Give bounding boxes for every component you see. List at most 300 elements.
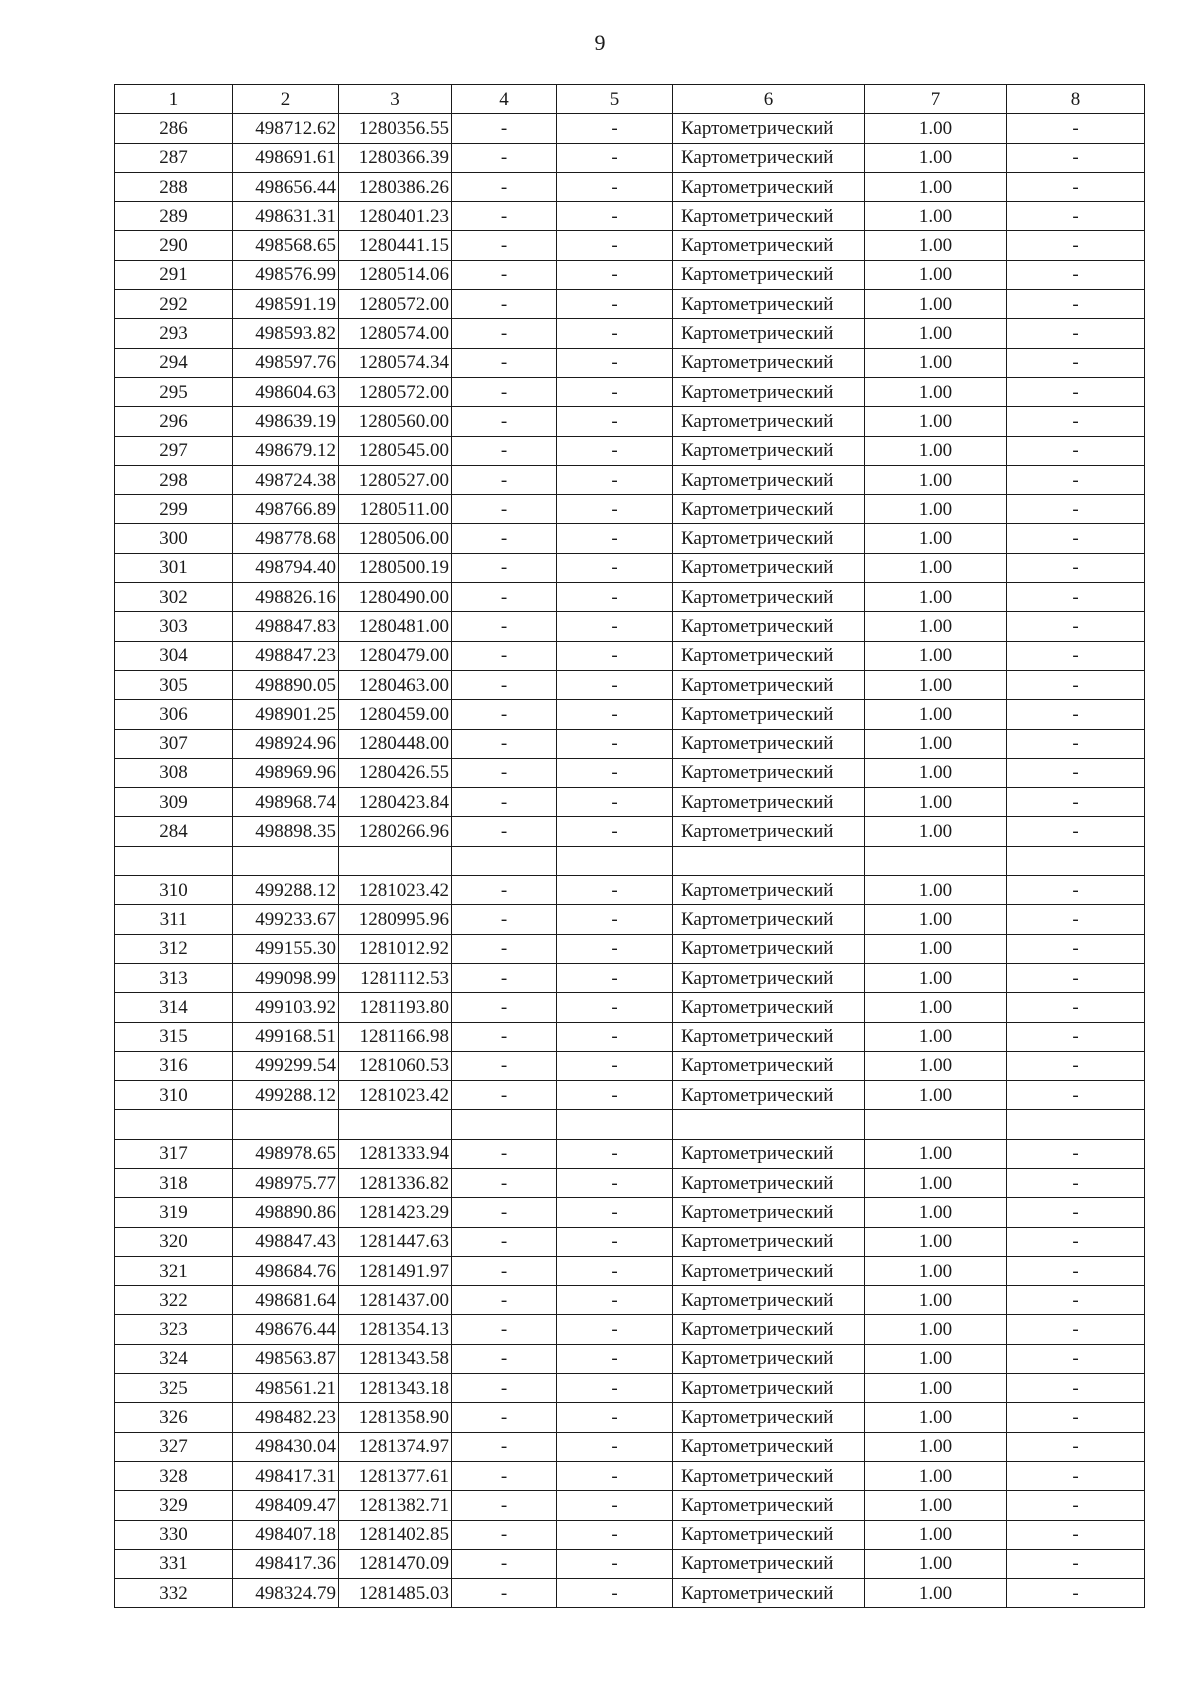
cell-accuracy: 1.00 xyxy=(865,290,1007,319)
cell-coord-x: 498563.87 xyxy=(233,1344,339,1373)
cell-col-5: - xyxy=(557,1520,673,1549)
cell-coord-y: 1281012.92 xyxy=(339,934,452,963)
cell-coord-x: 499299.54 xyxy=(233,1051,339,1080)
cell-col-5: - xyxy=(557,1168,673,1197)
cell-coord-x: 499098.99 xyxy=(233,963,339,992)
cell-accuracy: 1.00 xyxy=(865,993,1007,1022)
cell-col-8: - xyxy=(1007,612,1145,641)
header-row xyxy=(115,85,1145,114)
cell-coord-y: 1281343.58 xyxy=(339,1344,452,1373)
table-row xyxy=(115,993,1145,1022)
cell-col-8: - xyxy=(1007,1022,1145,1051)
cell-col-8: - xyxy=(1007,495,1145,524)
cell-col-4: - xyxy=(452,934,557,963)
cell-col-5: - xyxy=(557,963,673,992)
cell-coord-x xyxy=(233,1110,339,1139)
cell-accuracy: 1.00 xyxy=(865,1461,1007,1490)
cell-point-number: 296 xyxy=(115,407,233,436)
cell-col-5: - xyxy=(557,876,673,905)
cell-accuracy xyxy=(865,846,1007,875)
table-row xyxy=(115,1286,1145,1315)
cell-accuracy: 1.00 xyxy=(865,641,1007,670)
table-row xyxy=(115,231,1145,260)
cell-col-4: - xyxy=(452,495,557,524)
cell-accuracy xyxy=(865,1110,1007,1139)
cell-method: Картометрический xyxy=(673,524,865,553)
cell-col-4 xyxy=(452,846,557,875)
cell-col-5: - xyxy=(557,700,673,729)
cell-col-5: - xyxy=(557,407,673,436)
table-row xyxy=(115,1139,1145,1168)
cell-col-5: - xyxy=(557,348,673,377)
cell-col-8: - xyxy=(1007,1315,1145,1344)
cell-accuracy: 1.00 xyxy=(865,1022,1007,1051)
cell-col-4: - xyxy=(452,817,557,846)
cell-col-5: - xyxy=(557,143,673,172)
cell-col-4: - xyxy=(452,641,557,670)
cell-col-5: - xyxy=(557,934,673,963)
table-row xyxy=(115,846,1145,875)
cell-col-8: - xyxy=(1007,993,1145,1022)
cell-col-4: - xyxy=(452,1081,557,1110)
table-row xyxy=(115,1110,1145,1139)
cell-accuracy: 1.00 xyxy=(865,1286,1007,1315)
table-row xyxy=(115,1549,1145,1578)
cell-col-8: - xyxy=(1007,758,1145,787)
cell-point-number: 298 xyxy=(115,465,233,494)
cell-col-4: - xyxy=(452,319,557,348)
cell-col-8: - xyxy=(1007,114,1145,143)
cell-col-4: - xyxy=(452,700,557,729)
cell-col-4: - xyxy=(452,114,557,143)
table-row xyxy=(115,290,1145,319)
cell-col-5: - xyxy=(557,670,673,699)
cell-col-8: - xyxy=(1007,1549,1145,1578)
cell-col-8: - xyxy=(1007,788,1145,817)
cell-method: Картометрический xyxy=(673,377,865,406)
table-row xyxy=(115,1520,1145,1549)
cell-coord-x: 498890.86 xyxy=(233,1198,339,1227)
cell-method xyxy=(673,1110,865,1139)
cell-coord-x: 498969.96 xyxy=(233,758,339,787)
cell-method: Картометрический xyxy=(673,1491,865,1520)
cell-col-8: - xyxy=(1007,1403,1145,1432)
cell-accuracy: 1.00 xyxy=(865,876,1007,905)
table-row xyxy=(115,553,1145,582)
cell-col-4: - xyxy=(452,231,557,260)
cell-coord-y: 1281374.97 xyxy=(339,1432,452,1461)
cell-point-number: 304 xyxy=(115,641,233,670)
cell-accuracy: 1.00 xyxy=(865,407,1007,436)
cell-coord-x: 498409.47 xyxy=(233,1491,339,1520)
cell-col-4: - xyxy=(452,407,557,436)
cell-col-8: - xyxy=(1007,876,1145,905)
cell-point-number: 313 xyxy=(115,963,233,992)
table-row xyxy=(115,348,1145,377)
cell-col-8: - xyxy=(1007,1374,1145,1403)
cell-method xyxy=(673,846,865,875)
cell-col-5: - xyxy=(557,1403,673,1432)
cell-coord-y: 1280995.96 xyxy=(339,905,452,934)
cell-coord-y: 1281423.29 xyxy=(339,1198,452,1227)
table-row xyxy=(115,319,1145,348)
cell-coord-x: 498656.44 xyxy=(233,172,339,201)
table-row xyxy=(115,963,1145,992)
cell-coord-y: 1281333.94 xyxy=(339,1139,452,1168)
cell-coord-x: 498924.96 xyxy=(233,729,339,758)
cell-method: Картометрический xyxy=(673,963,865,992)
table-row xyxy=(115,876,1145,905)
cell-coord-x: 498597.76 xyxy=(233,348,339,377)
cell-method: Картометрический xyxy=(673,260,865,289)
cell-accuracy: 1.00 xyxy=(865,377,1007,406)
cell-col-4: - xyxy=(452,758,557,787)
cell-col-4: - xyxy=(452,1344,557,1373)
cell-accuracy: 1.00 xyxy=(865,1198,1007,1227)
cell-col-8: - xyxy=(1007,1491,1145,1520)
cell-coord-x: 498778.68 xyxy=(233,524,339,553)
cell-col-5: - xyxy=(557,1198,673,1227)
cell-method: Картометрический xyxy=(673,1403,865,1432)
cell-coord-x: 498561.21 xyxy=(233,1374,339,1403)
cell-col-5: - xyxy=(557,1549,673,1578)
cell-col-5: - xyxy=(557,1374,673,1403)
cell-col-5: - xyxy=(557,612,673,641)
cell-col-5: - xyxy=(557,758,673,787)
cell-point-number: 330 xyxy=(115,1520,233,1549)
cell-point-number: 331 xyxy=(115,1549,233,1578)
header-cell-1: 1 xyxy=(115,85,233,114)
cell-method: Картометрический xyxy=(673,1022,865,1051)
table-row xyxy=(115,1022,1145,1051)
cell-accuracy: 1.00 xyxy=(865,905,1007,934)
cell-col-8: - xyxy=(1007,905,1145,934)
cell-col-8: - xyxy=(1007,1081,1145,1110)
cell-method: Картометрический xyxy=(673,1286,865,1315)
table-row xyxy=(115,407,1145,436)
cell-point-number: 321 xyxy=(115,1256,233,1285)
cell-accuracy: 1.00 xyxy=(865,1051,1007,1080)
table-row xyxy=(115,905,1145,934)
header-cell-3: 3 xyxy=(339,85,452,114)
cell-coord-x: 498975.77 xyxy=(233,1168,339,1197)
cell-col-8: - xyxy=(1007,1168,1145,1197)
table-row xyxy=(115,700,1145,729)
cell-coord-x: 498794.40 xyxy=(233,553,339,582)
cell-col-4: - xyxy=(452,202,557,231)
cell-accuracy: 1.00 xyxy=(865,143,1007,172)
cell-coord-y: 1280479.00 xyxy=(339,641,452,670)
cell-point-number: 310 xyxy=(115,876,233,905)
cell-point-number: 311 xyxy=(115,905,233,934)
cell-coord-y: 1280423.84 xyxy=(339,788,452,817)
cell-coord-y: 1281166.98 xyxy=(339,1022,452,1051)
cell-col-8: - xyxy=(1007,172,1145,201)
cell-col-5: - xyxy=(557,114,673,143)
cell-coord-y: 1280545.00 xyxy=(339,436,452,465)
cell-col-5: - xyxy=(557,1139,673,1168)
cell-col-5: - xyxy=(557,172,673,201)
cell-method: Картометрический xyxy=(673,641,865,670)
cell-coord-x: 498417.36 xyxy=(233,1549,339,1578)
cell-coord-x: 498847.23 xyxy=(233,641,339,670)
cell-method: Картометрический xyxy=(673,670,865,699)
cell-col-4: - xyxy=(452,670,557,699)
cell-coord-x: 498691.61 xyxy=(233,143,339,172)
cell-coord-y: 1281485.03 xyxy=(339,1579,452,1608)
cell-accuracy: 1.00 xyxy=(865,114,1007,143)
cell-coord-y: 1280448.00 xyxy=(339,729,452,758)
cell-col-5: - xyxy=(557,260,673,289)
cell-col-8: - xyxy=(1007,143,1145,172)
table-row xyxy=(115,641,1145,670)
cell-accuracy: 1.00 xyxy=(865,1256,1007,1285)
cell-col-4: - xyxy=(452,143,557,172)
cell-col-4: - xyxy=(452,1374,557,1403)
cell-col-4: - xyxy=(452,1051,557,1080)
cell-accuracy: 1.00 xyxy=(865,788,1007,817)
cell-method: Картометрический xyxy=(673,1139,865,1168)
cell-coord-y: 1280506.00 xyxy=(339,524,452,553)
cell-point-number: 317 xyxy=(115,1139,233,1168)
cell-coord-y: 1280574.34 xyxy=(339,348,452,377)
cell-coord-x: 498766.89 xyxy=(233,495,339,524)
cell-coord-y: 1281023.42 xyxy=(339,876,452,905)
cell-method: Картометрический xyxy=(673,1344,865,1373)
cell-col-8: - xyxy=(1007,290,1145,319)
table-row xyxy=(115,817,1145,846)
cell-accuracy: 1.00 xyxy=(865,231,1007,260)
cell-method: Картометрический xyxy=(673,583,865,612)
cell-col-5: - xyxy=(557,1227,673,1256)
cell-col-5: - xyxy=(557,788,673,817)
cell-point-number: 327 xyxy=(115,1432,233,1461)
cell-col-4: - xyxy=(452,1227,557,1256)
cell-coord-x: 498968.74 xyxy=(233,788,339,817)
cell-col-4: - xyxy=(452,905,557,934)
table-row xyxy=(115,670,1145,699)
cell-method: Картометрический xyxy=(673,934,865,963)
cell-method: Картометрический xyxy=(673,202,865,231)
cell-accuracy: 1.00 xyxy=(865,524,1007,553)
cell-method: Картометрический xyxy=(673,407,865,436)
cell-col-8: - xyxy=(1007,1461,1145,1490)
cell-accuracy: 1.00 xyxy=(865,758,1007,787)
cell-accuracy: 1.00 xyxy=(865,495,1007,524)
cell-col-4: - xyxy=(452,348,557,377)
cell-col-5: - xyxy=(557,993,673,1022)
cell-col-4: - xyxy=(452,1198,557,1227)
cell-coord-x: 498407.18 xyxy=(233,1520,339,1549)
cell-col-5: - xyxy=(557,436,673,465)
cell-accuracy: 1.00 xyxy=(865,553,1007,582)
cell-coord-x: 499288.12 xyxy=(233,876,339,905)
cell-col-8: - xyxy=(1007,1286,1145,1315)
cell-coord-y: 1280572.00 xyxy=(339,290,452,319)
cell-point-number: 320 xyxy=(115,1227,233,1256)
cell-col-8: - xyxy=(1007,1256,1145,1285)
cell-coord-x: 499233.67 xyxy=(233,905,339,934)
cell-method: Картометрический xyxy=(673,553,865,582)
cell-method: Картометрический xyxy=(673,465,865,494)
table-row xyxy=(115,1491,1145,1520)
table-row xyxy=(115,436,1145,465)
cell-col-4: - xyxy=(452,1256,557,1285)
cell-coord-x: 498681.64 xyxy=(233,1286,339,1315)
cell-point-number: 287 xyxy=(115,143,233,172)
table-row xyxy=(115,934,1145,963)
cell-col-4: - xyxy=(452,1461,557,1490)
cell-col-8: - xyxy=(1007,934,1145,963)
cell-col-5: - xyxy=(557,1461,673,1490)
cell-col-4: - xyxy=(452,963,557,992)
cell-method: Картометрический xyxy=(673,495,865,524)
cell-coord-x: 498631.31 xyxy=(233,202,339,231)
cell-col-5: - xyxy=(557,1022,673,1051)
cell-point-number: 329 xyxy=(115,1491,233,1520)
table-row xyxy=(115,758,1145,787)
cell-col-4: - xyxy=(452,553,557,582)
cell-coord-y: 1280401.23 xyxy=(339,202,452,231)
table-row xyxy=(115,1168,1145,1197)
cell-col-5: - xyxy=(557,319,673,348)
cell-point-number: 301 xyxy=(115,553,233,582)
cell-col-8: - xyxy=(1007,1579,1145,1608)
cell-accuracy: 1.00 xyxy=(865,1344,1007,1373)
cell-coord-y: 1280366.39 xyxy=(339,143,452,172)
cell-method: Картометрический xyxy=(673,143,865,172)
cell-coord-x: 499155.30 xyxy=(233,934,339,963)
cell-coord-y: 1281447.63 xyxy=(339,1227,452,1256)
cell-coord-y: 1281343.18 xyxy=(339,1374,452,1403)
cell-accuracy: 1.00 xyxy=(865,612,1007,641)
cell-coord-x: 498482.23 xyxy=(233,1403,339,1432)
cell-col-4: - xyxy=(452,290,557,319)
cell-col-8: - xyxy=(1007,1227,1145,1256)
table-row xyxy=(115,465,1145,494)
cell-coord-x: 498417.31 xyxy=(233,1461,339,1490)
cell-coord-y: 1280574.00 xyxy=(339,319,452,348)
cell-coord-y xyxy=(339,1110,452,1139)
cell-col-4: - xyxy=(452,788,557,817)
cell-coord-y: 1281193.80 xyxy=(339,993,452,1022)
cell-point-number: 319 xyxy=(115,1198,233,1227)
cell-col-5: - xyxy=(557,1432,673,1461)
cell-accuracy: 1.00 xyxy=(865,319,1007,348)
table-row xyxy=(115,1374,1145,1403)
cell-coord-y: 1281470.09 xyxy=(339,1549,452,1578)
cell-col-4: - xyxy=(452,1432,557,1461)
cell-col-8 xyxy=(1007,1110,1145,1139)
cell-method: Картометрический xyxy=(673,1461,865,1490)
cell-col-8: - xyxy=(1007,553,1145,582)
cell-col-8: - xyxy=(1007,1520,1145,1549)
cell-point-number: 315 xyxy=(115,1022,233,1051)
cell-coord-x: 498898.35 xyxy=(233,817,339,846)
cell-col-4: - xyxy=(452,172,557,201)
cell-accuracy: 1.00 xyxy=(865,1374,1007,1403)
cell-method: Картометрический xyxy=(673,1432,865,1461)
cell-col-8: - xyxy=(1007,524,1145,553)
cell-col-4: - xyxy=(452,1403,557,1432)
cell-coord-x xyxy=(233,846,339,875)
cell-accuracy: 1.00 xyxy=(865,1139,1007,1168)
header-cell-2: 2 xyxy=(233,85,339,114)
cell-point-number: 293 xyxy=(115,319,233,348)
cell-point-number: 308 xyxy=(115,758,233,787)
cell-point-number: 300 xyxy=(115,524,233,553)
cell-coord-x: 498847.43 xyxy=(233,1227,339,1256)
table-row xyxy=(115,172,1145,201)
cell-coord-y: 1281377.61 xyxy=(339,1461,452,1490)
cell-point-number: 314 xyxy=(115,993,233,1022)
cell-col-8: - xyxy=(1007,436,1145,465)
cell-col-5 xyxy=(557,1110,673,1139)
cell-point-number: 288 xyxy=(115,172,233,201)
cell-coord-x: 498978.65 xyxy=(233,1139,339,1168)
cell-col-4: - xyxy=(452,1491,557,1520)
cell-coord-x: 498568.65 xyxy=(233,231,339,260)
page-number: 9 xyxy=(594,30,606,55)
cell-point-number: 328 xyxy=(115,1461,233,1490)
cell-coord-y: 1280527.00 xyxy=(339,465,452,494)
cell-method: Картометрический xyxy=(673,1549,865,1578)
header-cell-7: 7 xyxy=(865,85,1007,114)
cell-coord-y: 1280266.96 xyxy=(339,817,452,846)
cell-point-number: 290 xyxy=(115,231,233,260)
cell-col-5: - xyxy=(557,1256,673,1285)
cell-point-number: 297 xyxy=(115,436,233,465)
cell-col-5: - xyxy=(557,495,673,524)
cell-col-5: - xyxy=(557,1286,673,1315)
cell-accuracy: 1.00 xyxy=(865,670,1007,699)
cell-point-number: 307 xyxy=(115,729,233,758)
coordinates-table xyxy=(114,84,1145,1608)
cell-col-8: - xyxy=(1007,465,1145,494)
cell-coord-y: 1281402.85 xyxy=(339,1520,452,1549)
cell-coord-x: 498639.19 xyxy=(233,407,339,436)
cell-method: Картометрический xyxy=(673,729,865,758)
cell-accuracy: 1.00 xyxy=(865,1227,1007,1256)
table-row xyxy=(115,1432,1145,1461)
cell-point-number: 305 xyxy=(115,670,233,699)
cell-coord-y xyxy=(339,846,452,875)
table-row xyxy=(115,1403,1145,1432)
cell-col-4: - xyxy=(452,465,557,494)
table-row xyxy=(115,1051,1145,1080)
cell-col-5: - xyxy=(557,524,673,553)
cell-col-5: - xyxy=(557,231,673,260)
cell-method: Картометрический xyxy=(673,348,865,377)
cell-point-number: 291 xyxy=(115,260,233,289)
cell-accuracy: 1.00 xyxy=(865,436,1007,465)
table-row xyxy=(115,1315,1145,1344)
table-row xyxy=(115,260,1145,289)
cell-col-4: - xyxy=(452,1286,557,1315)
cell-point-number: 323 xyxy=(115,1315,233,1344)
table-row xyxy=(115,114,1145,143)
header-cell-5: 5 xyxy=(557,85,673,114)
table-row xyxy=(115,1227,1145,1256)
cell-method: Картометрический xyxy=(673,1081,865,1110)
cell-col-4: - xyxy=(452,524,557,553)
cell-accuracy: 1.00 xyxy=(865,1549,1007,1578)
cell-accuracy: 1.00 xyxy=(865,583,1007,612)
cell-coord-y: 1280481.00 xyxy=(339,612,452,641)
cell-accuracy: 1.00 xyxy=(865,1491,1007,1520)
cell-method: Картометрический xyxy=(673,1168,865,1197)
cell-method: Картометрический xyxy=(673,1198,865,1227)
